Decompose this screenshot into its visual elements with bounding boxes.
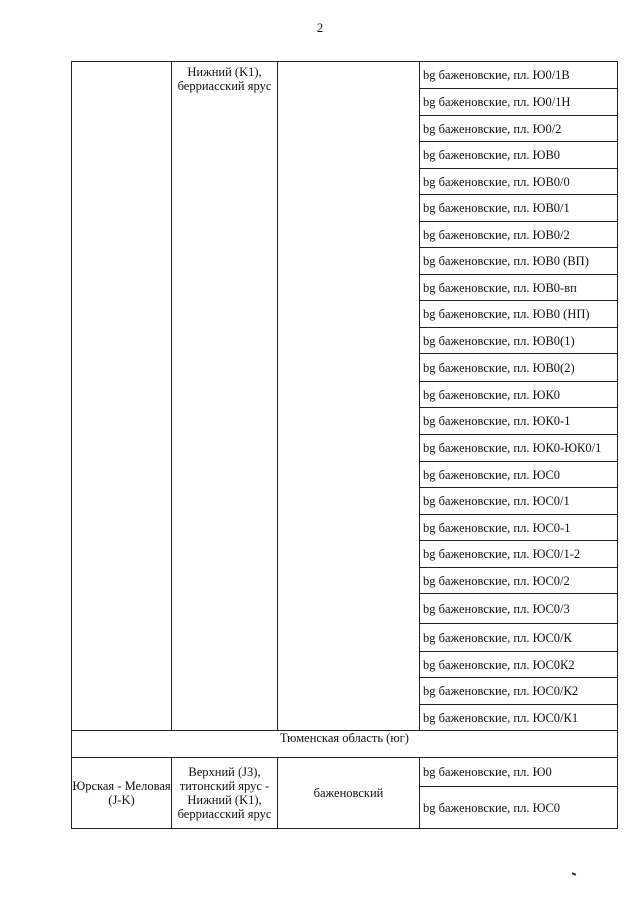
scan-mark — [572, 872, 576, 876]
formation-cell: bg баженовские, пл. Ю0/2 — [420, 116, 618, 142]
lower-block — [72, 758, 618, 829]
formation-cell: bg баженовские, пл. ЮВ0 (ВП) — [420, 248, 618, 275]
table-row — [72, 62, 618, 89]
region-block — [72, 731, 618, 758]
formation-cell: bg баженовские, пл. ЮВ0/2 — [420, 222, 618, 248]
formation-cell: bg баженовские, пл. ЮС0/1-2 — [420, 541, 618, 568]
formation-cell: bg баженовские, пл. ЮВ0 — [420, 142, 618, 169]
system-cell-empty — [72, 62, 172, 731]
formation-cell: bg баженовские, пл. ЮС0 — [420, 462, 618, 488]
upper-block — [72, 62, 618, 731]
formation-cell: bg баженовские, пл. ЮС0/3 — [420, 594, 618, 624]
formation-cell: bg баженовские, пл. ЮК0-ЮК0/1 — [420, 435, 618, 462]
formation-cell: bg баженовские, пл. ЮС0 — [420, 787, 618, 829]
formation-cell: bg баженовские, пл. ЮС0/К2 — [420, 678, 618, 705]
suite-cell: баженовский — [278, 758, 420, 829]
suite-cell-empty — [278, 62, 420, 731]
formation-cell: bg баженовские, пл. ЮС0-1 — [420, 515, 618, 541]
formation-cell: bg баженовские, пл. ЮВ0(1) — [420, 328, 618, 354]
stage-cell: Верхний (J3), титонский ярус - Нижний (K1), берриасский ярус — [172, 758, 278, 829]
formation-cell: bg баженовские, пл. ЮК0 — [420, 382, 618, 408]
system-cell: Юрская - Меловая (J-K) — [72, 758, 172, 829]
formation-cell: bg баженовские, пл. ЮС0/1 — [420, 488, 618, 515]
formation-cell: bg баженовские, пл. ЮВ0/1 — [420, 195, 618, 222]
formation-cell: bg баженовские, пл. ЮВ0 (НП) — [420, 301, 618, 328]
formation-cell: bg баженовские, пл. Ю0/1В — [420, 62, 618, 89]
formation-cell: bg баженовские, пл. ЮВ0/0 — [420, 169, 618, 195]
formation-cell: bg баженовские, пл. ЮК0-1 — [420, 408, 618, 435]
formation-cell: bg баженовские, пл. ЮС0/К — [420, 624, 618, 652]
formation-cell: bg баженовские, пл. Ю0/1Н — [420, 89, 618, 116]
page-number: 2 — [316, 20, 324, 35]
formation-cell: bg баженовские, пл. ЮС0/К1 — [420, 705, 618, 731]
stage-cell: Нижний (K1), берриасский ярус — [172, 62, 278, 731]
formation-cell: bg баженовские, пл. ЮВ0(2) — [420, 354, 618, 382]
table-row — [72, 758, 618, 787]
formation-cell: bg баженовские, пл. ЮС0К2 — [420, 652, 618, 678]
formation-cell: bg баженовские, пл. Ю0 — [420, 758, 618, 787]
region-header: Тюменская область (юг) — [72, 731, 618, 758]
formation-cell: bg баженовские, пл. ЮС0/2 — [420, 568, 618, 594]
region-row — [72, 731, 618, 758]
formation-cell: bg баженовские, пл. ЮВ0-вп — [420, 275, 618, 301]
strata-table — [71, 61, 618, 829]
